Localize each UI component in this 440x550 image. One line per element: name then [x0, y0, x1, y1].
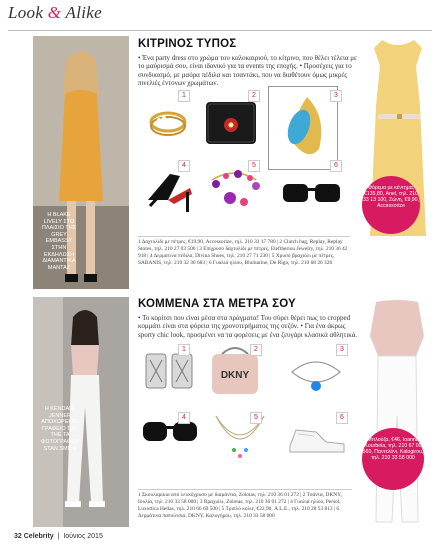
- product-sunglasses-green: [140, 416, 202, 448]
- section-intro-cropped: • Το κορίτσι που είναι μέσα στα πράγματα! Του σύρει θέρει πως το cropped κομμάτι είναι στα φόρεια της χρονοτερήματος της σεζόν. • Για ένα άκρως sporty chic look, προσμένει να τα φορέσεις με ένα ζευγάρι κλασικά αθλητικά.: [138, 314, 358, 339]
- badge-3: 3: [330, 90, 342, 102]
- header-rule: [8, 30, 432, 31]
- product-sandals-heels: [140, 160, 200, 216]
- section-title-yellow: ΚΙΤΡΙΝΟΣ ΤΥΠΟΣ: [138, 38, 237, 50]
- section-title-cropped: ΚΟΜΜΕΝΑ ΣΤΑ ΜΕΤΡΑ ΣΟΥ: [138, 298, 296, 310]
- product-earrings: [140, 346, 200, 400]
- brand-title: Look & Alike: [8, 3, 102, 22]
- svg-text:DKNY: DKNY: [220, 370, 250, 381]
- issue-date: Ιούνιος 2015: [63, 533, 103, 540]
- badge-s2-6: 6: [336, 412, 348, 424]
- photo-caption-blake: Η BLAKE LIVELY ΣΤΟ ΠΛΑΙΣΙΟ ΤΗΣ GREY EMBASSY ΣΤΗΝ ΕΚΔΗΛΩΣΗ ΔΙΑΜΑΝΤΙΚΑ ΜΑΝΤΑΖ: [41, 212, 77, 271]
- badge-1: 1: [178, 90, 190, 102]
- dress-price-circle: Φόρεμα με κέντημα, €135,80, Anel, τηλ. 210 33 13 100, Ζώνη, €9,90, Accessorize: [362, 176, 420, 234]
- badge-6: 6: [330, 160, 342, 172]
- outfit-price-circle: Μπλούζα, €46, Ioanna Kourbela, τηλ. 210 67 00 560, Παντελόνι, Kalogirou, τηλ. 210 33 58 000: [362, 428, 424, 490]
- credits-yellow: 1 Δαχτυλίδι με πέτρες, €19,90, Accessorize, τηλ. 210 33 17 780 | 2 Clutch bag, Replay, Replay Stores, τηλ. 210 27 03 500 | 3 Επίχρυσο δαχτυλίδι με πέτρες, Eleftheriou Jewelry, τηλ. 210 36 42 918 | 4 Δερμάτινα πέδιλα, Divina Shoes, τηλ. 210 27 71 230 | 5 Χρυσό βραχιόλι με πέτρες, SABANIS, τηλ. 210 32 30 683 | 6 Γυαλιά ηλίου, Blumarine, De Rigo, τηλ. 210 68 26 326: [138, 236, 350, 267]
- magazine-name: Celebrity: [23, 533, 54, 540]
- badge-5: 5: [248, 160, 260, 172]
- badge-s2-3: 3: [336, 344, 348, 356]
- product-outfit-pink-white: [362, 296, 432, 526]
- page-number: 32: [14, 533, 22, 540]
- badge-s2-2: 2: [250, 344, 262, 356]
- badge-2: 2: [248, 90, 260, 102]
- section-intro-yellow: • Ένα party dress στο χρώμα του καλοκαιριού, το κίτρινο, που θέλει τέλεια με το μαύρισμά σου, είναι ιδανικό για τα events της εποχής. • Προσέχεις για το συνδυασμό, με μαύρα πέδιλα και τσαντάκι, που να διαθέτουν όμως μικρές πινελιές έντονων χρωμάτων.: [138, 54, 357, 88]
- badge-s2-1: 1: [178, 344, 190, 356]
- page-footer: 32 Celebrity | Ιούνιος 2015: [14, 533, 103, 540]
- product-sunglasses-black: [280, 176, 344, 210]
- credits-cropped: 1 Σκουλαρίκια από λευκόχρυσο με διαμάντια, Zolotas, τηλ. 210 36 01 272 | 2 Τσάντα, DKNY, Ιουλία, τηλ. 210 33 58 000 | 3 Βραχιόλι, Zolotas, τηλ. 210 36 01 272 | 4 Γυαλιά ηλίου, Persol, Luxottica Hellas, τηλ. 210 66 69 500 | 5 Τριπλό κολιέ, €22,90, A.L.E., τηλ. 210 28 53 813 | 6 Δερμάτινα παπούτσια, DKNY, Καλογήρου, τηλ. 210 33 58 000: [138, 489, 352, 520]
- product-ring-turquoise: [268, 86, 338, 170]
- badge-4: 4: [178, 160, 190, 172]
- badge-s2-5: 5: [250, 412, 262, 424]
- badge-s2-4: 4: [178, 412, 190, 424]
- photo-caption-kendall: Η KENDALL JENNER ΑΠΟΧΩΡΕΙ ΤΟ ΓΡΑΦΕΙΟ ΤΟΥ THE TA ΦΩΤΟΓΡΑΦΟΥ STAN SMITH: [41, 406, 79, 452]
